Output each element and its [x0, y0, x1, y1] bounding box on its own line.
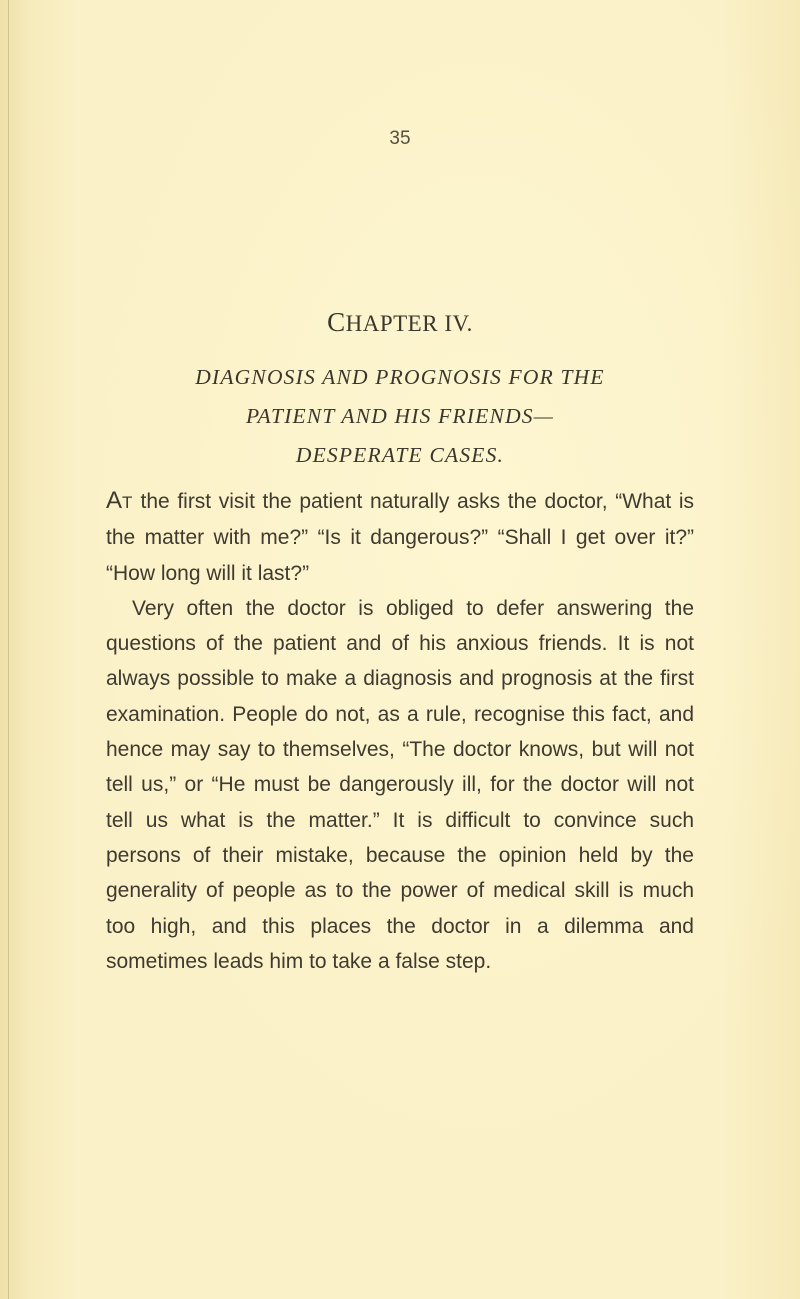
- chapter-subtitle: [110, 358, 690, 475]
- page-number: 35: [389, 128, 411, 149]
- paragraph-2: Very often the doctor is obliged to defer answering the questions of the patient and of his anxious friends. It is not always possible to make a diagnosis and prognosis at the first examination. People do not, as a rule, recognise this fact, and hence may say to themselves, “The doctor knows, but will not tell us,” or “He must be dangerously ill, for the doctor will not tell us what is the matter.” It is difficult to convince such persons of their mistake, because the opinion held by the generality of people as to the power of medical skill is much too high, and this places the doctor in a dilemma and sometimes leads him to take a false step.: [106, 596, 694, 973]
- chapter-heading: [0, 307, 800, 338]
- subtitle-line-3: DESPERATE CASES.: [295, 443, 505, 467]
- paragraph-1-smallcaps: T: [122, 493, 133, 512]
- chapter-word: HAPTER: [345, 311, 439, 336]
- subtitle-line-1: DIAGNOSIS AND PROGNOSIS FOR THE: [195, 365, 605, 389]
- chapter-initial: C: [327, 307, 346, 337]
- page-edge-line: [8, 0, 9, 1299]
- paragraph-1-text: the first visit the patient naturally asks the doctor, “What is the matter with me?” “Is it dangerous?” “Shall I get over it?” “How long will it last?”: [106, 490, 694, 585]
- chapter-number: IV.: [444, 311, 473, 336]
- paragraph-1-initial: A: [106, 487, 123, 514]
- body-text: [106, 483, 694, 979]
- paragraph-1: [106, 483, 694, 591]
- subtitle-line-2: PATIENT AND HIS FRIENDS—: [245, 404, 555, 428]
